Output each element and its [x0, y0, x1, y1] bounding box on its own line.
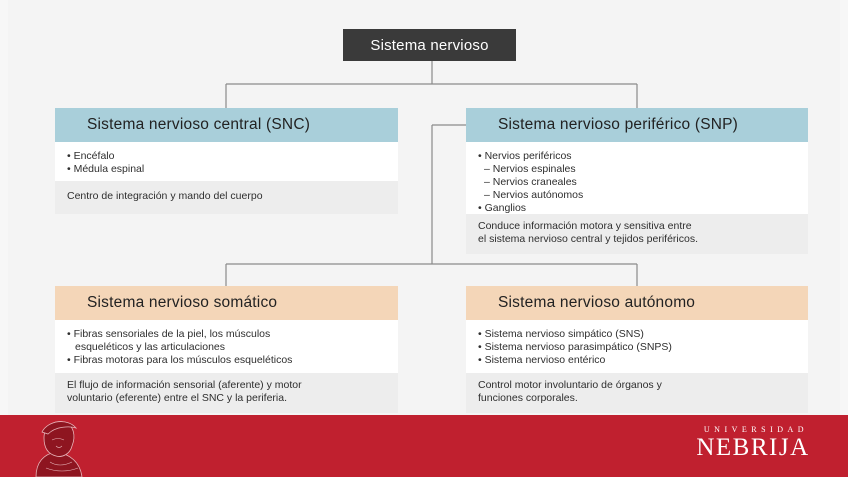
list-subitem: – Nervios autónomos	[484, 189, 584, 201]
list-item: • Fibras sensoriales de la piel, los músculos	[67, 328, 271, 340]
list-item: • Encéfalo	[67, 150, 115, 162]
autonomic-note-line: funciones corporales.	[478, 392, 578, 404]
list-subitem: – Nervios espinales	[484, 163, 576, 175]
root-label: Sistema nervioso	[370, 36, 489, 54]
root-node	[343, 29, 516, 61]
snp-note-line: Conduce información motora y sensitiva entre	[478, 220, 692, 232]
list-item: • Fibras motoras para los músculos esqueléticos	[67, 354, 293, 366]
brand-top: UNIVERSIDAD	[703, 425, 809, 434]
autonomic-note-line: Control motor involuntario de órganos y	[478, 379, 662, 391]
list-item: • Médula espinal	[67, 163, 145, 175]
list-item: • Sistema nervioso simpático (SNS)	[478, 328, 644, 340]
list-item: • Nervios periféricos	[478, 150, 572, 162]
somatic-note-line: El flujo de información sensorial (aferente) y motor	[67, 379, 302, 391]
somatic-title: Sistema nervioso somático	[55, 286, 398, 320]
snc-card	[55, 108, 398, 214]
nebrija-wordmark	[688, 421, 818, 473]
snp-card	[466, 108, 808, 254]
somatic-list	[55, 320, 398, 371]
snp-list	[466, 142, 808, 219]
footer-band	[0, 415, 848, 477]
list-subitem: – Nervios craneales	[484, 176, 577, 188]
autonomic-note	[466, 373, 808, 413]
somatic-card	[55, 286, 398, 413]
snp-title: Sistema nervioso periférico (SNP)	[466, 108, 808, 142]
autonomic-title: Sistema nervioso autónomo	[466, 286, 808, 320]
brand-main: NEBRIJA	[696, 434, 810, 461]
somatic-note-line: voluntario (eferente) entre el SNC y la periferia.	[67, 392, 288, 404]
list-item: • Sistema nervioso parasimpático (SNPS)	[478, 341, 672, 353]
list-item: • Sistema nervioso entérico	[478, 354, 606, 366]
snp-note	[466, 214, 808, 254]
list-item-continuation: esqueléticos y las articulaciones	[75, 341, 225, 353]
snc-title: Sistema nervioso central (SNC)	[55, 108, 398, 142]
somatic-note	[55, 373, 398, 413]
autonomic-card	[466, 286, 808, 413]
nebrija-portrait-logo	[26, 418, 88, 477]
snc-note: Centro de integración y mando del cuerpo	[55, 181, 398, 214]
snp-note-line: el sistema nervioso central y tejidos periféricos.	[478, 233, 699, 245]
autonomic-list	[466, 320, 808, 371]
snc-list	[55, 142, 398, 180]
list-item: • Ganglios	[478, 202, 527, 214]
